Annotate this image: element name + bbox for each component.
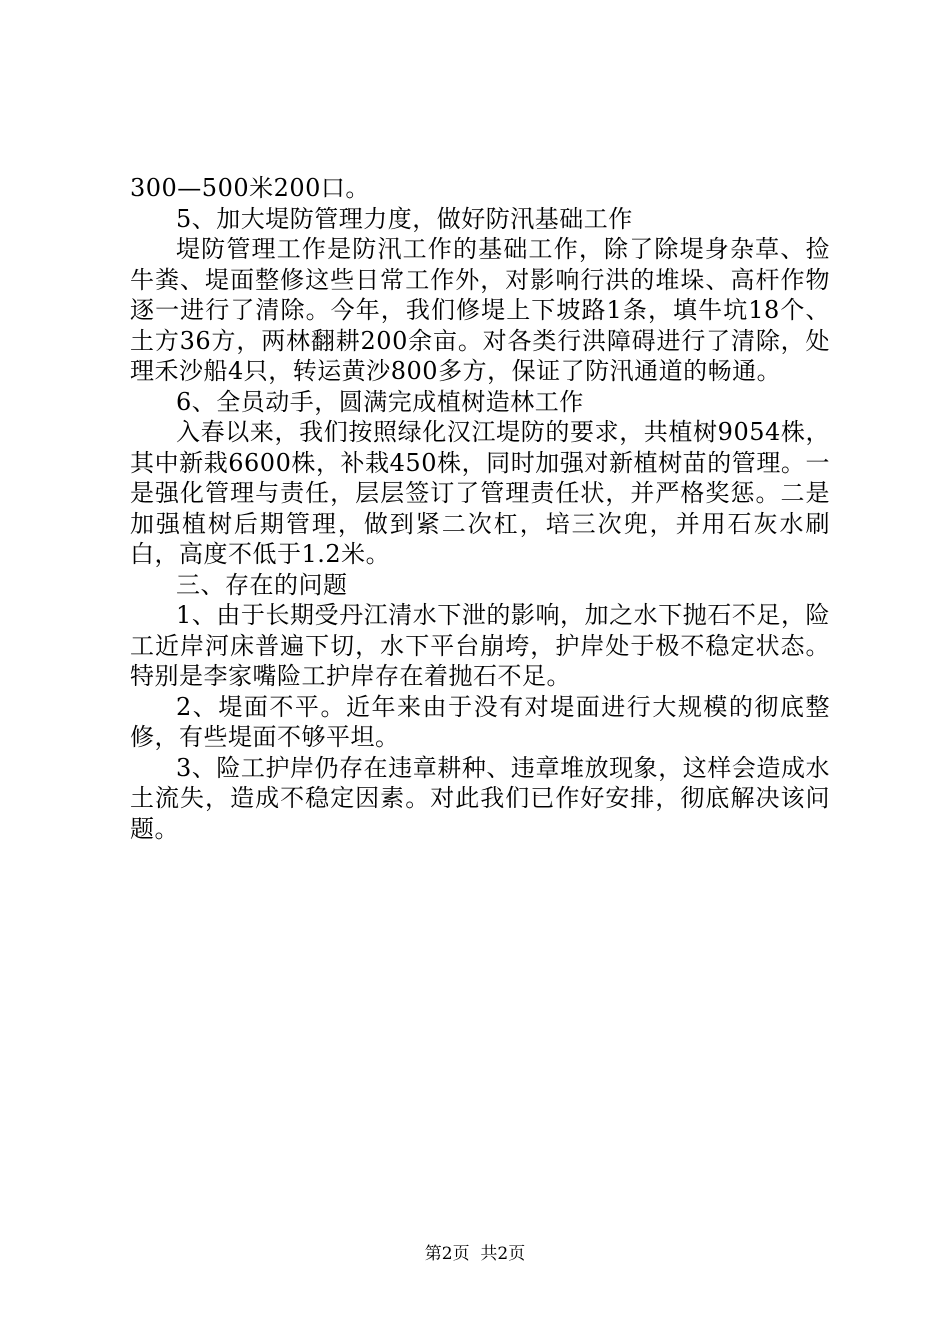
- section-heading-6: 6、全员动手，圆满完成植树造林工作: [176, 387, 584, 416]
- document-body: [130, 173, 830, 844]
- paragraph-problem-1: 1、由于长期受丹江清水下泄的影响，加之水下抛石不足，险工近岸河床普遍下切，水下平台崩垮，护岸处于极不稳定状态。特别是李家嘴险工护岸存在着抛石不足。: [130, 601, 830, 690]
- paragraph-levee-management: 堤防管理工作是防汛工作的基础工作，除了除堤身杂草、捡牛粪、堤面整修这些日常工作外，对影响行洪的堆垛、高杆作物逐一进行了清除。今年，我们修堤上下坡路1条，填牛坑18个、土方36方，两林翻耕200余亩。对各类行洪障碍进行了清除，处理禾沙船4只，转运黄沙800多方，保证了防汛通道的畅通。: [130, 235, 830, 385]
- page-footer: [0, 1243, 950, 1265]
- paragraph-tree-planting: 入春以来，我们按照绿化汉江堤防的要求，共植树9054株，其中新栽6600株，补栽450株，同时加强对新植树苗的管理。一是强化管理与责任，层层签订了管理责任状，并严格奖惩。二是加强植树后期管理，做到紧二次杠，培三次兜，并用石灰水刷白，高度不低于1.2米。: [130, 418, 830, 568]
- paragraph-problem-3: 3、险工护岸仍存在违章耕种、违章堆放现象，这样会造成水土流失，造成不稳定因素。对此我们已作好安排，彻底解决该问题。: [130, 753, 830, 843]
- section-heading-problems: 三、存在的问题: [176, 570, 348, 599]
- section-heading-5: 5、加大堤防管理力度，做好防汛基础工作: [176, 204, 633, 233]
- paragraph-continued: 300—500米200口。: [130, 174, 370, 202]
- page-number: 第2页: [424, 1244, 470, 1264]
- page-total: 共2页: [480, 1244, 526, 1264]
- paragraph-problem-2: 2、堤面不平。近年来由于没有对堤面进行大规模的彻底整修，有些堤面不够平坦。: [130, 692, 830, 751]
